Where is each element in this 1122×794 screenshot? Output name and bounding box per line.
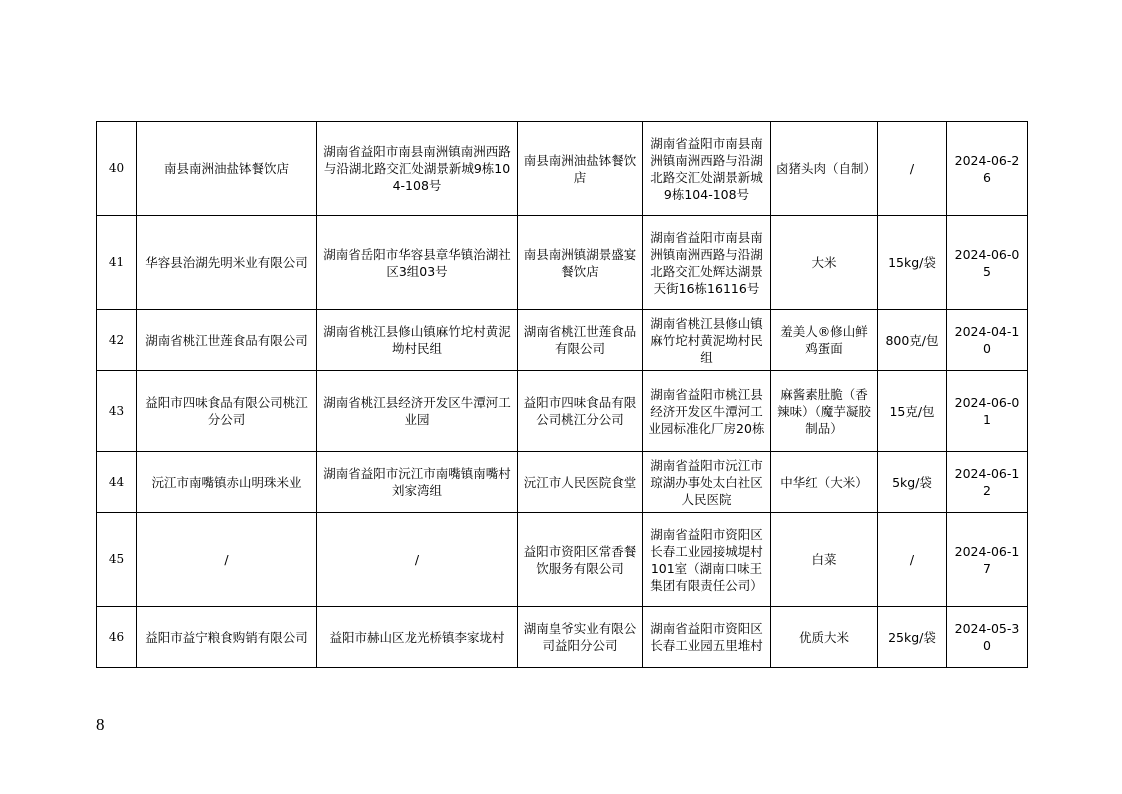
producer-address-cell: 湖南省桃江县经济开发区牛潭河工业园 [317, 371, 518, 452]
producer-address-cell: 湖南省益阳市南县南洲镇南洲西路与沿湖北路交汇处湖景新城9栋104-108号 [317, 122, 518, 216]
production-date-cell: 2024-06-17 [947, 513, 1028, 607]
producer-address-cell: 湖南省益阳市沅江市南嘴镇南嘴村刘家湾组 [317, 452, 518, 513]
product-name-cell: 羞美人®修山鲜鸡蛋面 [771, 310, 878, 371]
row-number-cell: 46 [97, 607, 137, 668]
seller-name-cell: 益阳市四味食品有限公司桃江分公司 [518, 371, 643, 452]
producer-name-cell: 湖南省桃江世莲食品有限公司 [137, 310, 317, 371]
specification-cell: 800克/包 [878, 310, 947, 371]
production-date-cell: 2024-04-10 [947, 310, 1028, 371]
product-name-cell: 麻酱素肚脆（香辣味）（魔芋凝胶制品） [771, 371, 878, 452]
producer-address-cell: 益阳市赫山区龙光桥镇李家垅村 [317, 607, 518, 668]
specification-cell: 15克/包 [878, 371, 947, 452]
producer-name-cell: 华容县治湖先明米业有限公司 [137, 216, 317, 310]
seller-address-cell: 湖南省益阳市资阳区长春工业园接城堤村101室（湖南口味王集团有限责任公司） [643, 513, 771, 607]
seller-address-cell: 湖南省益阳市南县南洲镇南洲西路与沿湖北路交汇处湖景新城9栋104-108号 [643, 122, 771, 216]
seller-name-cell: 沅江市人民医院食堂 [518, 452, 643, 513]
seller-address-cell: 湖南省益阳市沅江市琼湖办事处太白社区人民医院 [643, 452, 771, 513]
specification-cell: 15kg/袋 [878, 216, 947, 310]
seller-address-cell: 湖南省益阳市桃江县经济开发区牛潭河工业园标准化厂房20栋 [643, 371, 771, 452]
producer-name-cell: 沅江市南嘴镇赤山明珠米业 [137, 452, 317, 513]
sampling-results-table [96, 121, 1028, 668]
production-date-cell: 2024-06-05 [947, 216, 1028, 310]
producer-address-cell: 湖南省桃江县修山镇麻竹坨村黄泥坳村民组 [317, 310, 518, 371]
producer-address-cell: / [317, 513, 518, 607]
table-row [97, 216, 1028, 310]
row-number-cell: 45 [97, 513, 137, 607]
seller-name-cell: 湖南皇爷实业有限公司益阳分公司 [518, 607, 643, 668]
seller-name-cell: 益阳市资阳区常香餐饮服务有限公司 [518, 513, 643, 607]
table-row [97, 371, 1028, 452]
seller-name-cell: 湖南省桃江世莲食品有限公司 [518, 310, 643, 371]
producer-name-cell: 益阳市四味食品有限公司桃江分公司 [137, 371, 317, 452]
production-date-cell: 2024-05-30 [947, 607, 1028, 668]
row-number-cell: 41 [97, 216, 137, 310]
producer-name-cell: 益阳市益宁粮食购销有限公司 [137, 607, 317, 668]
specification-cell: / [878, 122, 947, 216]
product-name-cell: 大米 [771, 216, 878, 310]
row-number-cell: 42 [97, 310, 137, 371]
producer-name-cell: / [137, 513, 317, 607]
production-date-cell: 2024-06-12 [947, 452, 1028, 513]
seller-name-cell: 南县南洲油盐钵餐饮店 [518, 122, 643, 216]
producer-name-cell: 南县南洲油盐钵餐饮店 [137, 122, 317, 216]
specification-cell: 5kg/袋 [878, 452, 947, 513]
page-number: 8 [96, 715, 105, 734]
table-row [97, 607, 1028, 668]
row-number-cell: 44 [97, 452, 137, 513]
table-row [97, 513, 1028, 607]
production-date-cell: 2024-06-26 [947, 122, 1028, 216]
product-name-cell: 卤猪头肉（自制） [771, 122, 878, 216]
specification-cell: / [878, 513, 947, 607]
seller-address-cell: 湖南省益阳市资阳区长春工业园五里堆村 [643, 607, 771, 668]
seller-address-cell: 湖南省益阳市南县南洲镇南洲西路与沿湖北路交汇处辉达湖景天街16栋16116号 [643, 216, 771, 310]
seller-name-cell: 南县南洲镇湖景盛宴餐饮店 [518, 216, 643, 310]
product-name-cell: 优质大米 [771, 607, 878, 668]
row-number-cell: 40 [97, 122, 137, 216]
product-name-cell: 中华红（大米） [771, 452, 878, 513]
producer-address-cell: 湖南省岳阳市华容县章华镇治湖社区3组03号 [317, 216, 518, 310]
table-row [97, 452, 1028, 513]
table-row [97, 122, 1028, 216]
table-row [97, 310, 1028, 371]
product-name-cell: 白菜 [771, 513, 878, 607]
production-date-cell: 2024-06-01 [947, 371, 1028, 452]
seller-address-cell: 湖南省桃江县修山镇麻竹坨村黄泥坳村民组 [643, 310, 771, 371]
row-number-cell: 43 [97, 371, 137, 452]
specification-cell: 25kg/袋 [878, 607, 947, 668]
